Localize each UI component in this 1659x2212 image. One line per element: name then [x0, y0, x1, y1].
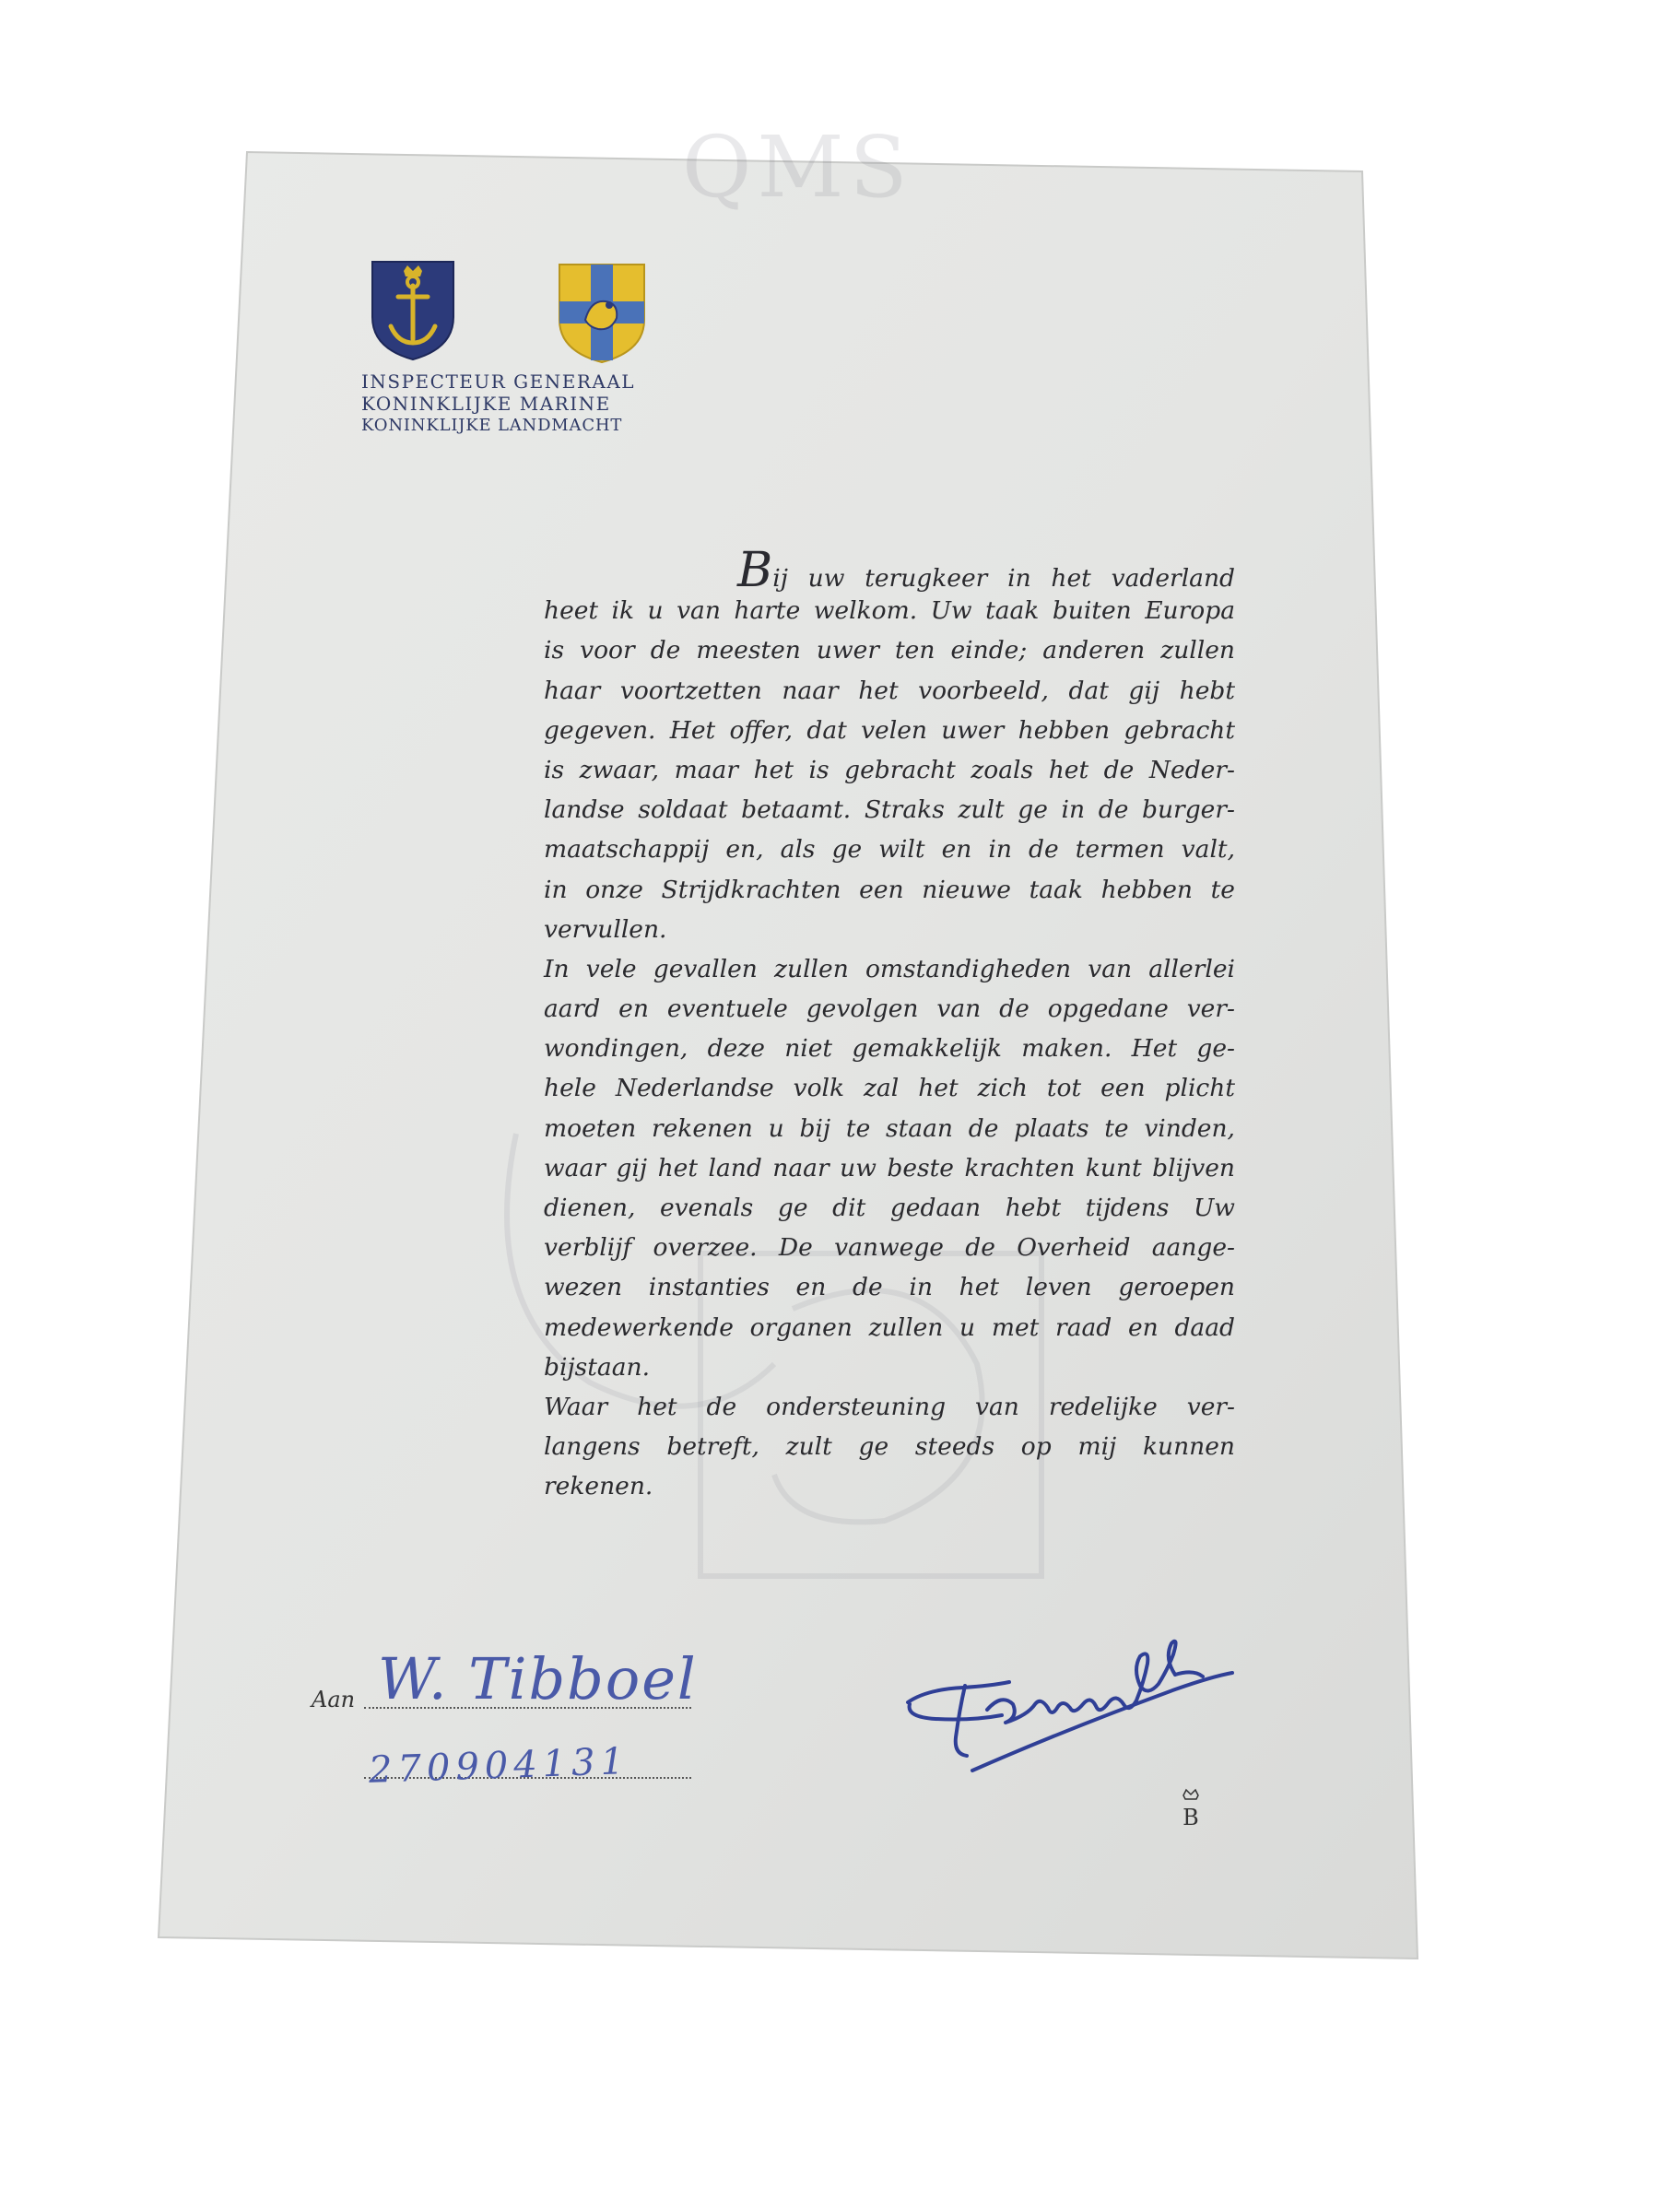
- letter-line: waar gij het land naar uw beste krachten kunt blijven: [544, 1153, 1235, 1182]
- letterhead-line-3: KONINKLIJKE LANDMACHT: [361, 416, 623, 435]
- letterhead-line-1: INSPECTEUR GENERAAL: [361, 371, 636, 393]
- signature-bernhard: [899, 1608, 1240, 1811]
- letter-line-text: ij uw terugkeer in het vaderland: [772, 564, 1235, 593]
- letter-line: wondingen, deze niet gemakkelijk maken. Het ge-: [544, 1034, 1235, 1064]
- drop-cap: B: [737, 543, 773, 598]
- letter-line: moeten rekenen u bij te staan de plaats te vinden,: [544, 1113, 1235, 1143]
- letter-line: wezen instanties en de in het leven geroepen: [544, 1273, 1235, 1302]
- letter-line: [544, 543, 1235, 598]
- letter-line: heet ik u van harte welkom. Uw taak buiten Europa: [544, 596, 1235, 626]
- letter-line: landse soldaat betaamt. Straks zult ge in de burger-: [544, 795, 1235, 825]
- letterhead-line-2: KONINKLIJKE MARINE: [361, 393, 611, 415]
- letter-line: maatschappij en, als ge wilt en in de termen valt,: [544, 835, 1235, 865]
- recipient-number-handwritten: 270904131: [368, 1740, 630, 1792]
- letterhead: [361, 371, 656, 437]
- letter-line: langens betreft, zult ge steeds op mij kunnen: [544, 1432, 1235, 1462]
- army-lion-crest-icon: [558, 263, 646, 364]
- letter-line: dienen, evenals ge dit gedaan hebt tijdens Uw: [544, 1194, 1235, 1222]
- letter-line: haar voortzetten naar het voorbeeld, dat gij hebt: [544, 676, 1235, 705]
- letter-line: in onze Strijdkrachten een nieuwe taak hebben te: [544, 875, 1235, 904]
- letter-line: In vele gevallen zullen omstandigheden van allerlei: [544, 954, 1235, 983]
- recipient-name-handwritten: W. Tibboel: [378, 1645, 698, 1712]
- letter-line: bijstaan.: [544, 1352, 650, 1382]
- letter-line: medewerkende organen zullen u met raad en daad: [544, 1312, 1235, 1342]
- letter-line: vervullen.: [544, 914, 667, 944]
- letter-line: verblijf overzee. De vanwege de Overheid aange-: [544, 1233, 1235, 1263]
- letter-line: aard en eventuele gevolgen van de opgedane ver-: [544, 994, 1235, 1024]
- watermark: QMS: [682, 118, 913, 217]
- letter-line: is voor de meesten uwer ten einde; anderen zullen: [544, 636, 1235, 665]
- letter-line: hele Nederlandse volk zal het zich tot een plicht: [544, 1074, 1235, 1103]
- letter-line: Waar het de ondersteuning van redelijke ver-: [544, 1392, 1235, 1421]
- monogram-crown-b-icon: [1178, 1786, 1204, 1830]
- recipient-label: Aan: [312, 1687, 356, 1712]
- letter-line: is zwaar, maar het is gebracht zoals het de Neder-: [544, 755, 1235, 784]
- letter-line: gegeven. Het offer, dat velen uwer hebben gebracht: [544, 715, 1235, 745]
- letter-body: [544, 543, 1235, 1507]
- monogram-letter: B: [1182, 1805, 1199, 1830]
- letter-line: rekenen.: [544, 1472, 653, 1501]
- navy-anchor-crest-icon: [371, 260, 455, 361]
